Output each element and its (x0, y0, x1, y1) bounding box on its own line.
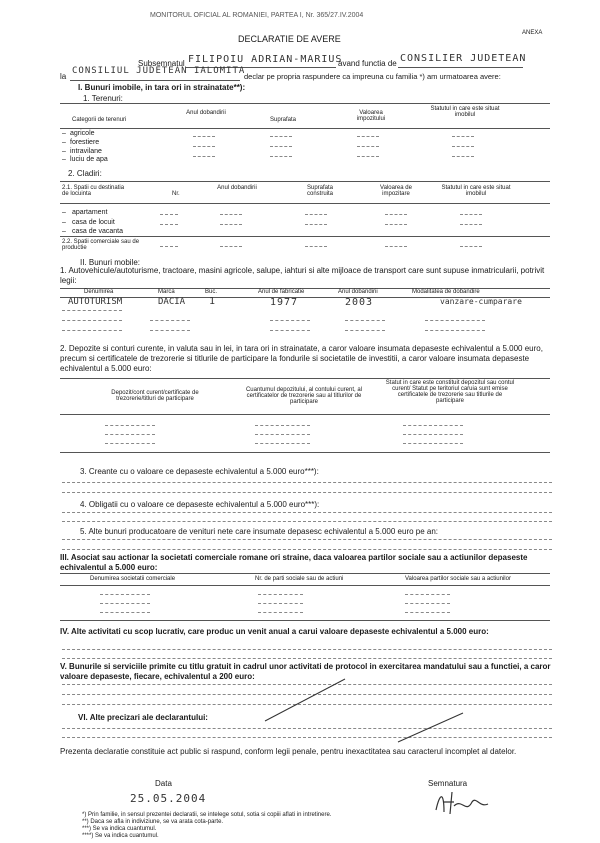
declar-text: declar pe propria raspundere ca impreuna cu familia *) am urmatoarea avere: (244, 72, 501, 81)
cladiri-header-year: Anul dobandirii (217, 185, 257, 191)
spatii-comerciale-label: 2.2. Spatii comerciale sau de productie (62, 239, 140, 251)
terenuri-header-tax: Valoarea impozitului (356, 110, 386, 122)
auto-header-brand: Marca (158, 289, 175, 295)
auto-row-mode: vanzare-cumparare (440, 297, 522, 306)
auto-header-count: Buc. (205, 289, 218, 295)
obligatii-text: 4. Obligatii cu o valoare ce depaseste echivalentul a 5.000 euro***): (80, 500, 320, 509)
cladiri-label: 2. Cladiri: (68, 169, 102, 178)
societati-header-count: Nr. de parti sociale sau de actiuni (255, 576, 344, 582)
cladiri-row-apartament: apartament (72, 209, 108, 216)
cladiri-header-value: Valoarea de impozitare (380, 185, 412, 197)
auto-header-fabrication: Anul de fabricatie (258, 289, 305, 295)
depozite-header-status: Statut in care este constituit depozitul sau contul curent/ Statut pe teritoriul caruia sunt emise certificatele de trezorerie sau titlurile de participare (385, 380, 515, 404)
la-label: la (60, 72, 67, 81)
terenuri-row-agricole: agricole (70, 130, 95, 137)
terenuri-row-forestiere: forestiere (70, 139, 100, 146)
auto-header-acquired: Anul dobandirii (338, 289, 378, 295)
section-2-title: II. Bunuri mobile: (80, 258, 141, 267)
section-1-title: I. Bunuri imobile, in tara ori in strainatate**): (78, 83, 246, 92)
depozite-text: 2. Depozite si conturi curente, in valuta sau in lei, in tara ori in strainatate, a caror valoare insumata depaseste echivalentul a 5.000 euro, precum si certificatele de trezorerie si titlurile de participare la fondurile si societatile de investitii, a caror valoare insumata depaseste echivalentul a 5.000 euro: (60, 344, 543, 373)
societati-header-value: Valoarea partilor sociale sau a actiunilor (405, 576, 511, 582)
creante-text: 3. Creante cu o valoare ce depaseste echivalentul a 5.000 euro***): (80, 467, 319, 476)
cladiri-header-surface: Suprafata construita (306, 185, 334, 197)
cladiri-row-vacanta: casa de vacanta (72, 228, 123, 235)
depozite-header-account: Depozit/cont curent/certificate de trezorerie/titluri de participare (111, 390, 199, 402)
terenuri-row-intravilane: intravilane (70, 148, 102, 155)
auto-row-fabrication: 1977 (270, 297, 299, 308)
cladiri-header-type: 2.1. Spatii cu destinatia de locuinta (62, 185, 125, 197)
auto-row-acquired: 2003 (345, 297, 374, 308)
footnote-3: ***) Se va indica cuantumul. (82, 826, 157, 832)
auto-text: 1. Autovehicule/autoturisme, tractoare, masini agricole, salupe, iahturi si alte mijloace de transport care sunt supuse inmatricularii, potrivit legii: (60, 266, 545, 285)
auto-header-mode: Modalitatea de dobandire (412, 289, 480, 295)
signature (432, 788, 492, 818)
strike-mark-section-5 (260, 676, 350, 726)
institution-name: CONSILIUL JUDETEAN IALOMITA (72, 66, 246, 76)
semnatura-label: Semnatura (428, 779, 468, 788)
auto-header-name: Denumirea (84, 289, 114, 295)
terenuri-header-status: Statutul in care este situat imobilul (430, 106, 500, 118)
terenuri-label: 1. Terenuri: (83, 94, 123, 103)
terenuri-row-luciu: luciu de apa (70, 156, 108, 163)
section-3-title: III. Asociat sau actionar la societati comerciale romane ori straine, daca valoarea partilor sociale sau a actiunilor depaseste echivalentul a 5.000 euro: (60, 553, 528, 572)
section-6-title: VI. Alte precizari ale declarantului: (78, 713, 208, 722)
footnote-2: **) Daca se afla in indiviziune, se va arata cota-parte. (82, 819, 224, 825)
footnote-4: ****) Se va indica cuantumul. (82, 833, 159, 839)
gazette-header: MONITORUL OFICIAL AL ROMANIEI, PARTEA I, Nr. 365/27.IV.2004 (150, 12, 364, 19)
declarant-name: FILIPOIU ADRIAN-MARIUS (188, 54, 343, 65)
closing-text: Prezenta declaratie constituie act public si raspund, conform legii penale, pentru inexactitatea sau caracterul incomplet al datelor. (60, 747, 517, 756)
auto-row-name: AUTOTURISM (68, 297, 123, 307)
auto-row-count: 1 (209, 296, 217, 307)
cladiri-row-casa: casa de locuit (72, 219, 115, 226)
auto-row-brand: DACIA (158, 297, 186, 307)
declarant-function: CONSILIER JUDETEAN (400, 53, 527, 64)
cladiri-header-status: Statutul in care este situat imobilul (441, 185, 511, 197)
subsemnatul-label: Subsemnatul (138, 59, 185, 68)
terenuri-header-surface: Suprafata (270, 117, 297, 123)
strike-mark-section-6 (395, 710, 465, 745)
terenuri-header-category: Categorii de terenuri (72, 117, 127, 123)
alte-bunuri-text: 5. Alte bunuri producatoare de venituri nete care insumate depasesc echivalentul a 5.000 euro pe an: (80, 527, 439, 536)
footnote-1: *) Prin familie, in sensul prezentei declaratii, se intelege sotul, sotia si copiii aflati in intretinere. (82, 812, 332, 818)
section-4-title: IV. Alte activitati cu scop lucrativ, care produc un venit anual a carui valoare depaseste echivalentul a 5.000 euro: (60, 627, 489, 636)
anexa-label: ANEXA (522, 30, 543, 36)
depozite-header-amount: Cuantumul depozitului, al contului curent, al certificatelor de trezorerie sau al titlurilor de participare (245, 387, 363, 405)
section-5-title: V. Bunurile si serviciile primite cu titlu gratuit in cadrul unor activitati de protocol in exercitarea mandatului sau a functiei, a caror valoare depaseste, fiecare, echivalentul a 200 euro: (60, 662, 551, 681)
societati-header-name: Denumirea societatii comerciale (90, 576, 176, 582)
cladiri-header-nr: Nr. (172, 191, 180, 197)
terenuri-header-year: Anul dobandirii (186, 110, 226, 116)
data-value: 25.05.2004 (130, 792, 207, 805)
data-label: Data (155, 779, 172, 788)
document-title: DECLARATIE DE AVERE (238, 34, 341, 44)
avand-functia-label: avand functia de (338, 59, 397, 68)
